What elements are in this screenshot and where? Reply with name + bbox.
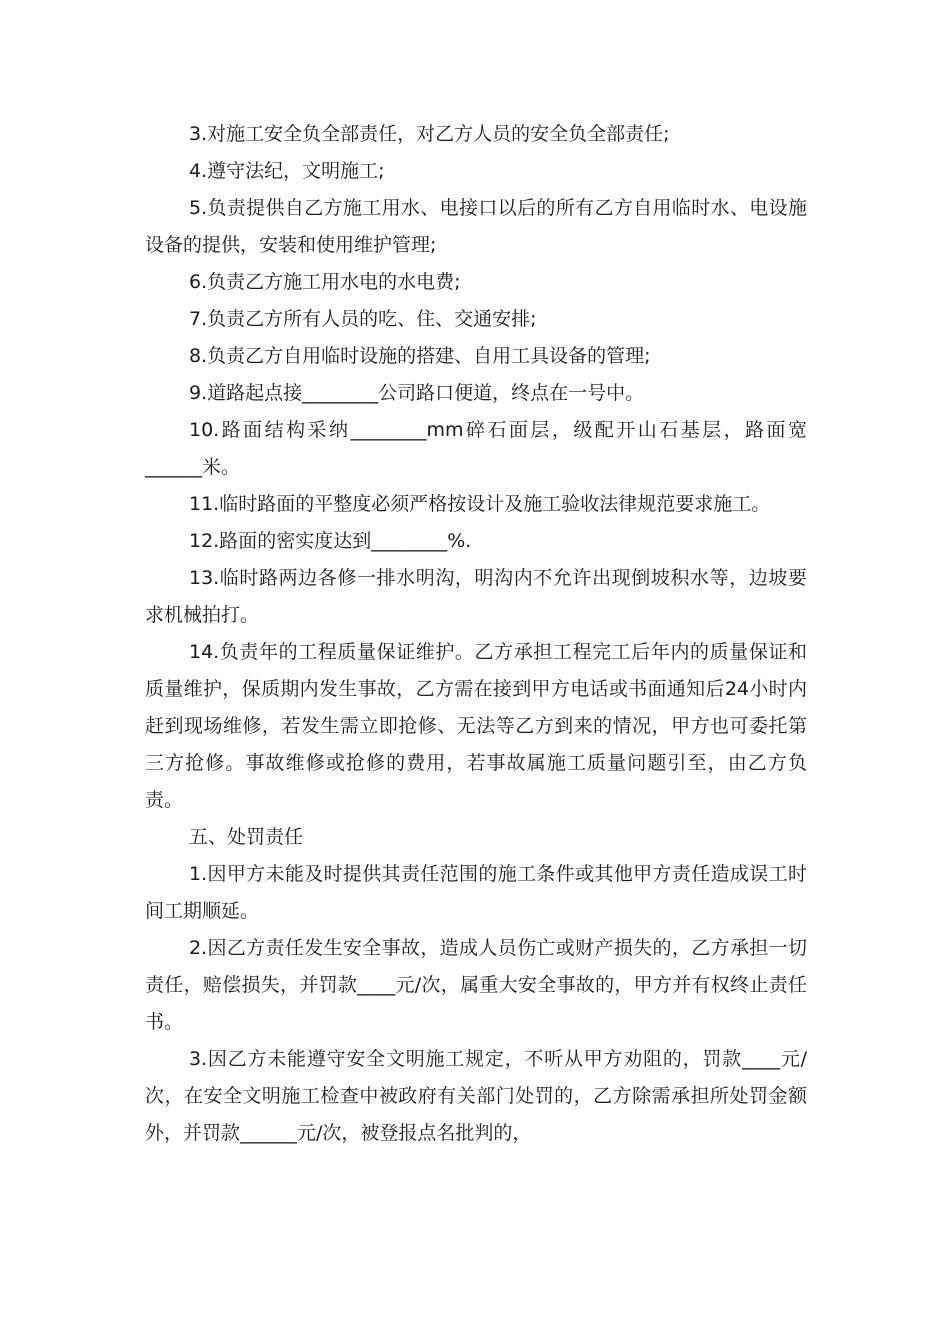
clause-7-logistics: 7.负责乙方所有人员的吃、住、交通安排;: [189, 308, 537, 330]
document-body: [145, 116, 807, 1152]
clause-4-discipline: 4.遵守法纪，文明施工;: [189, 160, 385, 182]
clause-10-road-structure: 10.路面结构采纳________mm碎石面层，级配开山石基层，路面宽______米。: [145, 419, 807, 478]
clause-14-warranty: 14.负责年的工程质量保证维护。乙方承担工程完工后年内的质量保证和质量维护，保质期内发生事故，乙方需在接到甲方电话或书面通知后24小时内赶到现场维修，若发生需立即抢修、无法等乙方到来的情况，甲方也可委托第三方抢修。事故维修或抢修的费用，若事故属施工质量问题引至，由乙方负责。: [145, 641, 807, 811]
clause-13-drainage: 13.临时路两边各修一排水明沟，明沟内不允许出现倒坡积水等，边坡要求机械拍打。: [145, 567, 807, 626]
penalty-clause-1: 1.因甲方未能及时提供其责任范围的施工条件或其他甲方责任造成误工时间工期顺延。: [145, 863, 807, 922]
clause-3-safety: 3.对施工安全负全部责任，对乙方人员的安全负全部责任;: [189, 123, 670, 145]
clause-12-compaction: 12.路面的密实度达到________%.: [189, 530, 472, 552]
clause-5-utilities: 5.负责提供自乙方施工用水、电接口以后的所有乙方自用临时水、电设施设备的提供，安装和使用维护管理;: [145, 197, 807, 256]
clause-9-road-start: 9.道路起点接________公司路口便道，终点在一号中。: [189, 382, 645, 404]
penalty-clause-2: 2.因乙方责任发生安全事故，造成人员伤亡或财产损失的，乙方承担一切责任，赔偿损失，并罚款____元/次，属重大安全事故的，甲方并有权终止责任书。: [145, 937, 807, 1033]
clause-11-flatness: 11.临时路面的平整度必须严格按设计及施工验收法律规范要求施工。: [189, 493, 771, 515]
penalty-clause-3: 3.因乙方未能遵守安全文明施工规定，不听从甲方劝阻的，罚款____元/次，在安全文明施工检查中被政府有关部门处罚的，乙方除需承担所处罚金额外，并罚款______元/次，被登报点名批判的，: [145, 1048, 807, 1144]
clause-6-utility-fees: 6.负责乙方施工用水电的水电费;: [189, 271, 461, 293]
section-heading-penalties: 五、处罚责任: [189, 826, 304, 848]
clause-8-temporary-facilities: 8.负责乙方自用临时设施的搭建、自用工具设备的管理;: [189, 345, 651, 367]
